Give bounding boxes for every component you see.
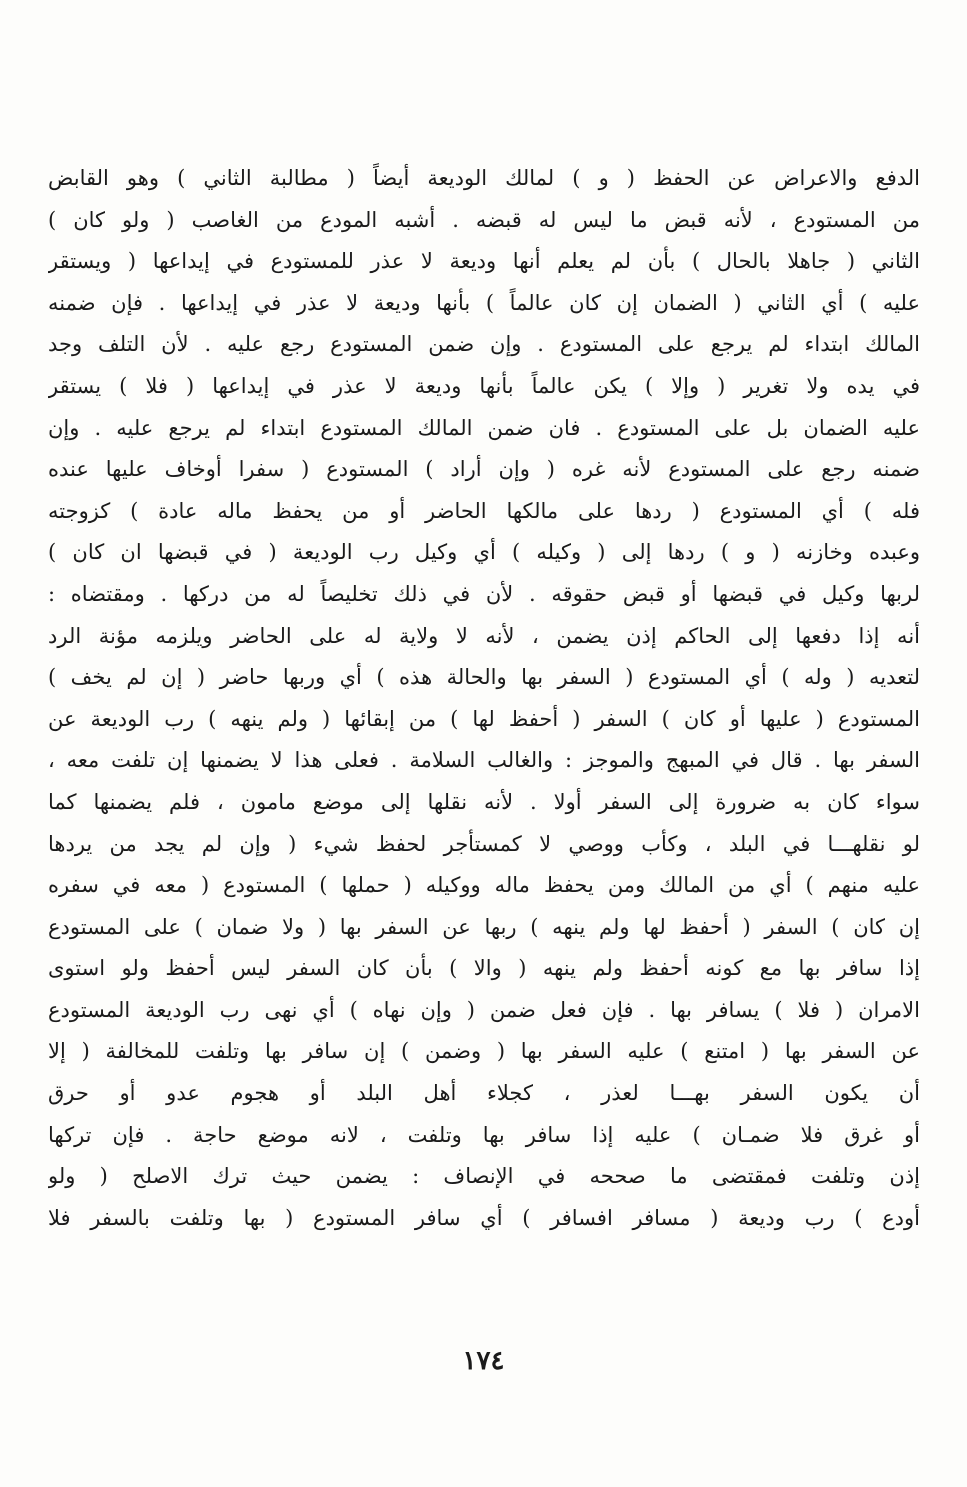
text-line: عن السفر بها ( امتنع ) عليه السفر بها ( وضمن ) إن سافر بها وتلفت للمخالفة ( إلا [48, 1039, 920, 1064]
text-line: عليه الضمان بل على المستودع . فان ضمن المالك المستودع ابتداء لم يرجع عليه . وإن [48, 415, 920, 440]
text-line: أو غرق فلا ضمـان ) عليه إذا سافر بها وتلفت ، لانه موضع حاجة . فإن تركها [48, 1122, 920, 1147]
text-line: لتعديه ( وله ) أي المستودع ( السفر بها والحالة هذه ) أي وربها حاضر ( إن لم يخف ) [48, 665, 920, 690]
text-line: المستودع ( عليها أو كان ) السفر ( أحفظ لها ) من إبقائها ( ولم ينهه ) رب الوديعة عن [48, 706, 920, 731]
text-line: فله ) أي المستودع ( ردها على مالكها الحاضر أو من يحفظ ماله عادة ) كزوجته [48, 498, 920, 523]
text-line: أودع ) رب وديعة ( مسافر افسافر ) أي سافر المستودع ( بها وتلفت بالسفر فلا [48, 1205, 920, 1230]
text-line: ضمنه رجع على المستودع لأنه غره ( وإن أراد ) المستودع ( سفرا أوخاف عليها عنده [48, 457, 920, 482]
text-line: إذن وتلفت فمقتضى ما صححه في الإنصاف : يضمن حيث ترك الاصلح ( ولو [48, 1164, 920, 1189]
text-line: الامران ( فلا ) يسافر بها . فإن فعل ضمن ( وإن نهاه ) أي نهى رب الوديعة المستودع [48, 997, 920, 1022]
text-line: من المستودع ، لأنه قبض ما ليس له قبضه . أشبه المودع من الغاصب ( ولو كان ) [48, 207, 920, 232]
document-body [48, 158, 920, 1239]
text-line: عليه ) أي الثاني ( الضمان إن كان عالماً ) بأنها وديعة لا عذر في إيداعها . فإن ضمنه [48, 290, 920, 315]
text-line: إن كان ) السفر ( أحفظ لها ولم ينهه ) ربها عن السفر بها ( ولا ضمان ) على المستودع [48, 914, 920, 939]
text-line: إذا سافر بها مع كونه أحفظ ولم ينهه ( والا ) بأن كان السفر ليس أحفظ ولو استوى [48, 956, 920, 981]
text-line: عليه منهم ) أي من المالك ومن يحفظ ماله ووكيله ( حملها ) المستودع ( معه في سفره [48, 873, 920, 898]
page-number: ١٧٤ [462, 1346, 505, 1376]
text-line: المالك ابتداء لم يرجع على المستودع . وإن ضمن المستودع رجع عليه . لأن التلف وجد [48, 332, 920, 357]
text-line: الثاني ( جاهلا بالحال ) بأن لم يعلم أنها وديعة لا عذر للمستودع في إيداعها ( ويستقر [48, 249, 920, 274]
text-line: أن يكون السفر بهـــا لعذر ، كجلاء أهل البلد أو هجوم عدو أو حرق [48, 1081, 920, 1106]
text-line: سواء كان به ضرورة إلى السفر أولا . لأنه نقلها إلى موضع مامون ، فلم يضمنها كما [48, 789, 920, 814]
text-line: وعبده وخازنه ( و ) ردها إلى ( وكيله ) أي وكيل رب الوديعة ( في قبضها ان كان ) [48, 540, 920, 565]
text-line: أنه إذا دفعها إلى الحاكم إذن يضمن ، لأنه لا ولاية له على الحاضر ويلزمه مؤنة الرد [48, 623, 920, 648]
text-line: لربها وكيل في قبضها أو قبض حقوقه . لأن في ذلك تخليصاً له من دركها . ومقتضاه : [48, 581, 920, 606]
text-line: في يده ولا تغرير ( وإلا ) يكن عالماً بأنها وديعة لا عذر في إيداعها ( فلا ) يستقر [48, 373, 920, 398]
text-line: الدفع والاعراض عن الحفظ ( و ) لمالك الوديعة أيضاً ( مطالبة الثاني ) وهو القابض [48, 166, 920, 190]
text-line: لو نقلهـــا في البلد ، وكأب ووصي لا كمستأجر لحفظ شيء ( وإن لم يجد من يردها [48, 831, 920, 856]
text-line: السفر بها . قال في المبهج والموجز : والغالب السلامة . فعلى هذا لا يضمنها إن تلفت معه ، [48, 748, 920, 773]
